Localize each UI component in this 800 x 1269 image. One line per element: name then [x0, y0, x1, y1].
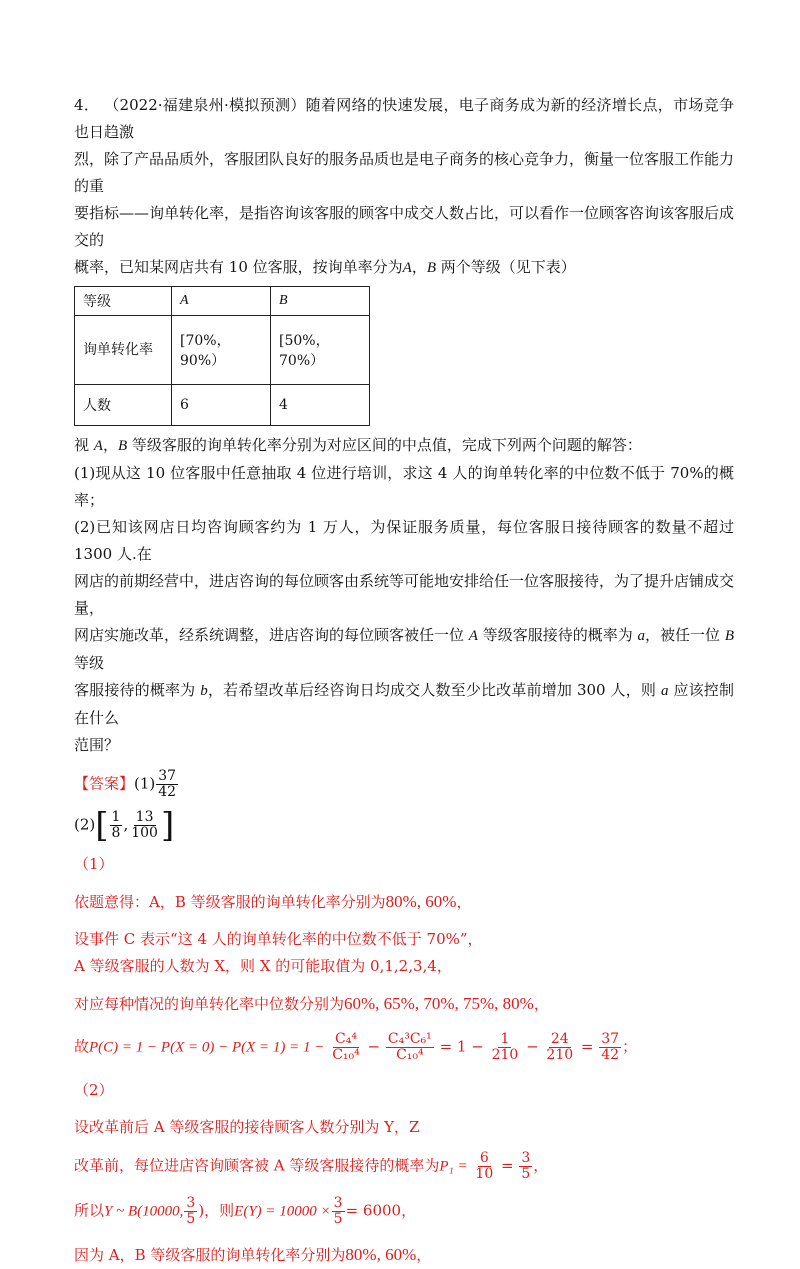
table-cell: 4 — [271, 385, 370, 426]
question-number: 4． — [74, 96, 100, 114]
solution-part2-label: （2） — [74, 1081, 114, 1099]
solution — [74, 851, 734, 1269]
solution-line: 对应每种情况的询单转化率中位数分别为60%, 65%, 70%, 75%, 80%， — [74, 994, 549, 1013]
grade-table — [74, 286, 370, 426]
solution-line: 因为 A，B 等级客服的询单转化率分别为80%, 60%， — [74, 1245, 432, 1264]
table-row — [75, 287, 370, 316]
solution-line: 依题意得：A，B 等级客服的询单转化率分别为80%, 60%， — [74, 892, 472, 911]
intro-text: 视 A，B 等级客服的询单转化率分别为对应区间的中点值，完成下列两个问题的解答： — [74, 436, 642, 454]
table-cell: 人数 — [75, 385, 172, 426]
question-text: 4． （2022·福建泉州·模拟预测）随着网络的快速发展，电子商务成为新的经济增长点，市场竞争也日趋激 烈，除了产品品质外，客服团队良好的服务品质也是电子商务的核心竞争力，衡量一位客服工作能力的重 要指标——询单转化率，是指咨询该客服的顾客中成交人数占比，可以看作一位顾客咨询该客服后成交的 概率，已知某网店共有 10 位客服，按询单率分为A，B 两个等级（见下表） — [74, 96, 735, 276]
table-row — [75, 385, 370, 426]
document-page — [74, 92, 734, 1269]
table-header-cell: B — [271, 287, 370, 316]
solution-line: 改革前，每位进店咨询顾客被 A 等级客服接待的概率为P₁ = $\frac{6}{10}$ = $\frac{3}{5}$ ， — [74, 1150, 549, 1182]
part1-text: (1)现从这 10 位客服中任意抽取 4 位进行培训，求这 4 人的询单转化率的中位数不低于 70%的概率； — [74, 464, 734, 509]
table-row — [75, 316, 370, 385]
table-cell: 6 — [172, 385, 271, 426]
answer-part2: (2)[ $\frac{1}{8}$ , $\frac{13}{100}$ ] — [74, 805, 175, 846]
question-source: （2022·福建泉州·模拟预测） — [104, 96, 306, 114]
table-cell: [70%，90%） — [172, 316, 271, 385]
solution-part1-label: （1） — [74, 855, 114, 873]
table-header-cell: 等级 — [75, 287, 172, 316]
answer-part1: 【答案】(1) $\frac{37}{42}$ — [74, 768, 177, 800]
solution-line: 所以Y ~ B(10000, $\frac{3}{5}$ )，则E(Y) = 10000 × $\frac{3}{5}$ = 6000， — [74, 1195, 417, 1227]
solution-line: A 等级客服的人数为 X，则 X 的可能取值为 0,1,2,3,4， — [74, 957, 452, 975]
probability-formula: 故P(C) = 1 − P(X = 0) − P(X = 1) = 1 − $\frac{\text{C₄⁴}}{\text{C₁₀⁴}}$ − $\frac{\text{C₄³C₆¹}}{\text{C₁₀⁴}}$ = 1 − $\frac{1}{210}$ − $\frac{24}{210}$ = $\frac{37}{42}$ ； — [74, 1031, 638, 1063]
answer-tag: 【答案】 — [74, 774, 135, 793]
table-cell: [50%，70%） — [271, 316, 370, 385]
table-header-cell: A — [172, 287, 271, 316]
part2-text: (2)已知该网店日均咨询顾客约为 1 万人，为保证服务质量，每位客服日接待顾客的数量不超过 1300 人.在 网店的前期经营中，进店咨询的每位顾客由系统等可能地安排给任一位客服接待，为了提升店铺成交量， 网店实施改革，经系统调整，进店咨询的每位顾客被任一位 A 等级客服接待的概率为 a，被任一位 B 等级 客服接待的概率为 b，若希望改革后经咨询日均成交人数至少比改革前增加 300 人，则 a 应该控制在什么 范围？ — [74, 518, 735, 754]
table-cell: 询单转化率 — [75, 316, 172, 385]
solution-line: 设改革前后 A 等级客服的接待顾客人数分别为 Y，Z — [74, 1118, 420, 1136]
answer-fraction: $\frac{37}{42}$ — [158, 768, 177, 800]
solution-line: 设事件 C 表示“这 4 人的询单转化率的中位数不低于 70%”， — [74, 930, 483, 948]
